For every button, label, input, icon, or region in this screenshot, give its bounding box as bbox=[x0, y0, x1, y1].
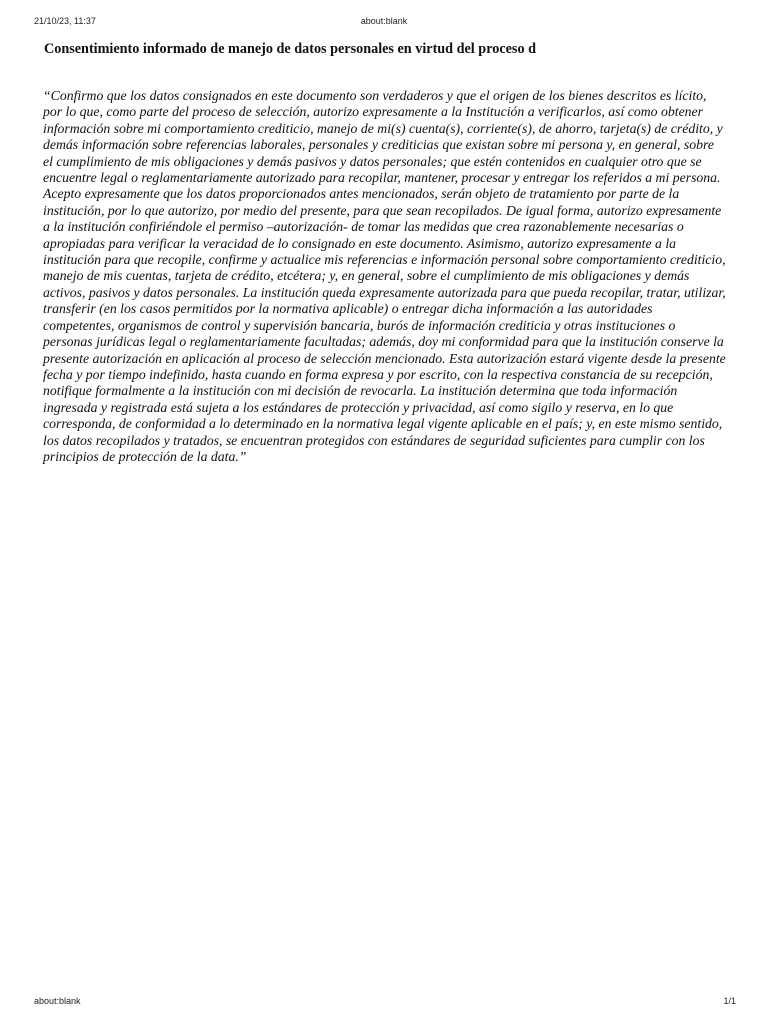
document-title: Consentimiento informado de manejo de datos personales en virtud del proceso d bbox=[44, 41, 536, 57]
print-footer-url: about:blank bbox=[34, 996, 81, 1006]
print-datetime: 21/10/23, 11:37 bbox=[34, 16, 96, 26]
print-header bbox=[0, 16, 768, 30]
page-number: 1/1 bbox=[723, 996, 736, 1006]
print-footer bbox=[0, 996, 768, 1010]
print-header-url: about:blank bbox=[360, 16, 408, 26]
consent-body-text: “Confirmo que los datos consignados en este documento son verdaderos y que el origen de los bienes descritos es lícito, por lo que, como parte del proceso de selección, autorizo expresamente a la Institución a verificarlos, así como obtener información sobre mi comportamiento crediticio, manejo de mi(s) cuenta(s), corriente(s), de ahorro, tarjeta(s) de crédito, y demás información sobre referencias laborales, personales y crediticias que existan sobre mi persona y, en general, sobre el cumplimiento de mis obligaciones y demás pasivos y datos personales; que estén contenidos en cualquier otro que se encuentre legal o reglamentariamente autorizado para recopilar, mantener, procesar y entregar los referidos a mi persona. Acepto expresamente que los datos proporcionados antes mencionados, serán objeto de tratamiento por parte de la institución, por lo que autorizo, por medio del presente, para que sean recopilados. De igual forma, autorizo expresamente a la institución confiriéndole el permiso –autorización- de tomar las medidas que crea razonablemente necesarias o apropiadas para verificar la veracidad de lo consignado en este documento. Asimismo, autorizo expresamente a la institución para que recopile, confirme y actualice mis referencias e información personal sobre comportamiento crediticio, manejo de mis cuentas, tarjeta de crédito, etcétera; y, en general, sobre el cumplimiento de mis obligaciones y demás activos, pasivos y datos personales. La institución queda expresamente autorizada para que pueda recopilar, tratar, utilizar, transferir (en los casos permitidos por la normativa aplicable) o entregar dicha información a las autoridades competentes, organismos de control y supervisión bancaria, burós de información crediticia y otras instituciones o personas jurídicas legal o reglamentariamente facultadas; además, doy mi conformidad para que la institución conserve la presente autorización en aplicación al proceso de selección mencionado. Esta autorización estará vigente desde la presente fecha y por tiempo indefinido, hasta cuando en forma expresa y por escrito, con la respectiva constancia de su recepción, notifique formalmente a la institución con mi decisión de revocarla. La institución determina que toda información ingresada y registrada está sujeta a los estándares de protección y privacidad, así como sigilo y reserva, en lo que corresponda, de conformidad a lo determinado en la normativa legal vigente aplicable en el país; y, en este mismo sentido, los datos recopilados y tratados, se encuentran protegidos con estándares de seguridad suficientes para cumplir con los principios de protección de la data.” bbox=[43, 88, 726, 464]
